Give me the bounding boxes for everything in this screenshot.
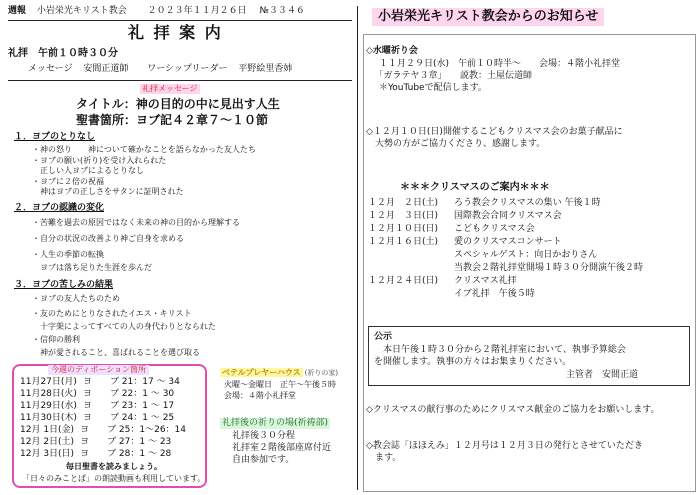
devotion-ref: ヨ ブ 22：1 ～ 30: [82, 389, 175, 399]
wednesday-prayer-line: ＊YouTubeで配信します。: [370, 83, 487, 93]
bethel-venue: 会場：４階小礼拝堂: [224, 391, 296, 400]
roles-rule: [8, 80, 352, 81]
newsletter-line: ◇教会誌「ほほえみ」１２月号は１２月３日の発行とさせていただき: [366, 441, 643, 451]
worship-time: 礼拝 午前１０時３０分: [8, 48, 118, 59]
devotion-ref: ヨ ブ 21：17 ～ 34: [82, 377, 180, 387]
afterprayer-line: 礼拝後３０分程: [232, 431, 296, 441]
public-notice-line: 本日午後１時３０分から２階礼拝室において、執事予算総会: [374, 345, 626, 355]
afterprayer-line: 礼拝室２階後部座席付近: [232, 443, 332, 453]
christmas-row: [368, 237, 562, 248]
sermon-title: タイトル：神の目的の中に見出す人生: [76, 97, 280, 111]
devotion-date: 11月30日(木): [20, 413, 77, 423]
outline-heading-3: ３．ヨブの苦しみの結果: [14, 280, 114, 290]
donation-line: 大勢の方がご協力くださり、感謝します。: [366, 139, 546, 149]
worship-roles: [28, 64, 292, 75]
outline-line: 十字架によってすべての人の身代わりとなられた: [32, 322, 216, 331]
christmas-date: １２月１６日(土): [368, 237, 439, 247]
devotion-row: [20, 425, 186, 436]
bethel-hours: 火曜～金曜日 正午～午後５時: [224, 380, 336, 389]
sermon-scripture: 聖書箇所：ヨブ記４２章７～１０節: [76, 113, 269, 127]
public-notice-title: 公示: [374, 332, 393, 342]
outline-line: ・人生の季節の転換: [32, 250, 104, 259]
christmas-eve-service: イブ礼拝 午後５時: [454, 289, 535, 299]
outline-line: 神はヨブの正しさをサタンに証明された: [32, 187, 184, 196]
devotion-ref: ヨ ブ 23：1 ～ 17: [82, 401, 175, 411]
christmas-title: ＊＊＊クリスマスのご案内＊＊＊: [400, 182, 550, 193]
christmas-date: １２月２４日(日): [368, 276, 439, 286]
bethel-subtitle: (祈りの家): [304, 369, 339, 377]
public-notice-box: [368, 326, 690, 386]
wednesday-prayer-line: 「ガラテヤ３章」 説教：土屋伝道師: [370, 71, 533, 81]
devotion-video-note: 「日々のみことば」の朗読動画も利用しています。: [22, 474, 206, 483]
devotion-date: 12月 1日(金): [20, 425, 75, 435]
bulletin-label: 週報: [8, 6, 27, 16]
devotion-ref: ヨ ブ 25：1～26：14: [80, 425, 187, 435]
devotion-title: 今週のディボーション箇所: [48, 365, 149, 375]
outline-line: ・信仰の勝利: [32, 335, 80, 344]
outline-line: ・ヨブの願い(祈り)を受け入れられた: [32, 156, 167, 165]
bulletin-header: [8, 6, 305, 17]
leader-name: 平野絵里香姉: [238, 64, 293, 74]
outline-line: ・ヨブの友人たちのため: [32, 294, 120, 303]
devotion-note: 毎日聖書を読みましょう。: [66, 462, 162, 471]
christmas-row: [368, 211, 562, 222]
devotion-row: [20, 377, 180, 388]
leader-label: ワーシップリーダー: [147, 64, 228, 74]
christmas-event: クリスマス礼拝: [454, 276, 517, 286]
devotion-row: [20, 401, 174, 412]
bulletin-number: №３３４６: [259, 6, 305, 16]
donation-line: ◇１２月１０日(日)開催するこどもクリスマス会のお菓子献品に: [366, 127, 623, 137]
message-label: メッセージ: [28, 64, 73, 74]
outline-line: ・ヨブに２倍の祝福: [32, 177, 104, 186]
offering-notice: ◇クリスマスの献行事のためにクリスマス献金のご協力をお願いします。: [366, 405, 660, 415]
newsletter-line: ます。: [366, 453, 402, 463]
concert-detail: 当教会２階礼拝堂開場１時３０分開演午後２時: [454, 263, 644, 273]
devotion-row: [20, 449, 171, 460]
devotion-date: 12月 2日(土): [20, 437, 75, 447]
worship-title: 礼 拝 案 内: [128, 23, 223, 42]
header-rule: [8, 20, 352, 21]
afterprayer-title: 礼拝後の祈りの場(祈祷部): [222, 418, 329, 428]
outline-line: 正しい人ヨブによるとりなし: [32, 166, 144, 175]
christmas-row: [368, 224, 535, 235]
special-guest: スペシャルゲスト：向日かおりさん: [454, 250, 598, 260]
bethel-heading: [220, 368, 338, 378]
devotion-date: 11月27日(月): [20, 377, 77, 387]
outline-line: ・友のためにとりなされたイエス・キリスト: [32, 309, 192, 318]
outline-line: ・神の怒り 神について確かなことを語らなかった友人たち: [32, 145, 256, 154]
church-name: 小岩栄光キリスト教会: [36, 6, 127, 16]
christmas-event: 愛のクリスマスコンサート: [454, 237, 562, 247]
devotion-ref: ヨ ブ 27：1 ～ 23: [80, 437, 172, 447]
christmas-date: １２月 ３日(日): [368, 211, 439, 221]
notices-title: 小岩栄光キリスト教会からのお知らせ: [372, 8, 604, 26]
outline-line: ヨブは落ち足りた生涯を歩んだ: [32, 263, 152, 272]
christmas-row: [368, 276, 517, 287]
outline-line: ・自分の状況の改善より神ご自身を求める: [32, 234, 184, 243]
bulletin-date: ２０２３年１１月２６日: [147, 6, 247, 16]
christmas-date: １２月 ２日(土): [368, 198, 439, 208]
outline-heading-1: １．ヨブのとりなし: [14, 132, 96, 142]
sermon-badge: 礼拝メッセージ: [142, 84, 198, 93]
wednesday-prayer-line: １１月２９日(水) 午前１０時半～ 会場：４階小礼拝堂: [370, 59, 621, 69]
devotion-date: 11月28日(火): [20, 389, 77, 399]
devotion-row: [20, 389, 174, 400]
christmas-event: ろう教会クリスマスの集い 午後１時: [454, 198, 601, 208]
bethel-title: ベテルプレヤーハウス: [222, 368, 301, 377]
outline-heading-2: ２．ヨブの認識の変化: [14, 203, 105, 213]
preacher-name: 安間正道師: [83, 64, 129, 74]
outline-line: ・苦難を過去の原因ではなく未来の神の目的から理解する: [32, 218, 240, 227]
devotion-ref: ヨ ブ 24：1 ～ 25: [82, 413, 175, 423]
christmas-event: 国際教会合同クリスマス会: [454, 211, 562, 221]
devotion-row: [20, 437, 171, 448]
public-notice-line: を開催します。執事の方々はお集まりください。: [374, 357, 572, 367]
devotion-date: 11月29日(水): [20, 401, 77, 411]
christmas-date: １２月１０日(日): [368, 224, 439, 234]
christmas-event: こどもクリスマス会: [454, 224, 535, 234]
christmas-row: [368, 198, 601, 209]
devotion-row: [20, 413, 174, 424]
afterprayer-line: 自由参加です。: [232, 455, 295, 465]
outline-line: 神が愛されること、喜ばれることを選び取る: [32, 348, 200, 357]
public-notice-signature: 主管者 安間正道: [566, 370, 639, 380]
wednesday-prayer-title: ◇水曜祈り会: [366, 46, 418, 56]
column-divider: [357, 6, 358, 490]
devotion-date: 12月 3日(日): [20, 449, 75, 459]
devotion-ref: ヨ ブ 28：1 ～ 28: [80, 449, 172, 459]
